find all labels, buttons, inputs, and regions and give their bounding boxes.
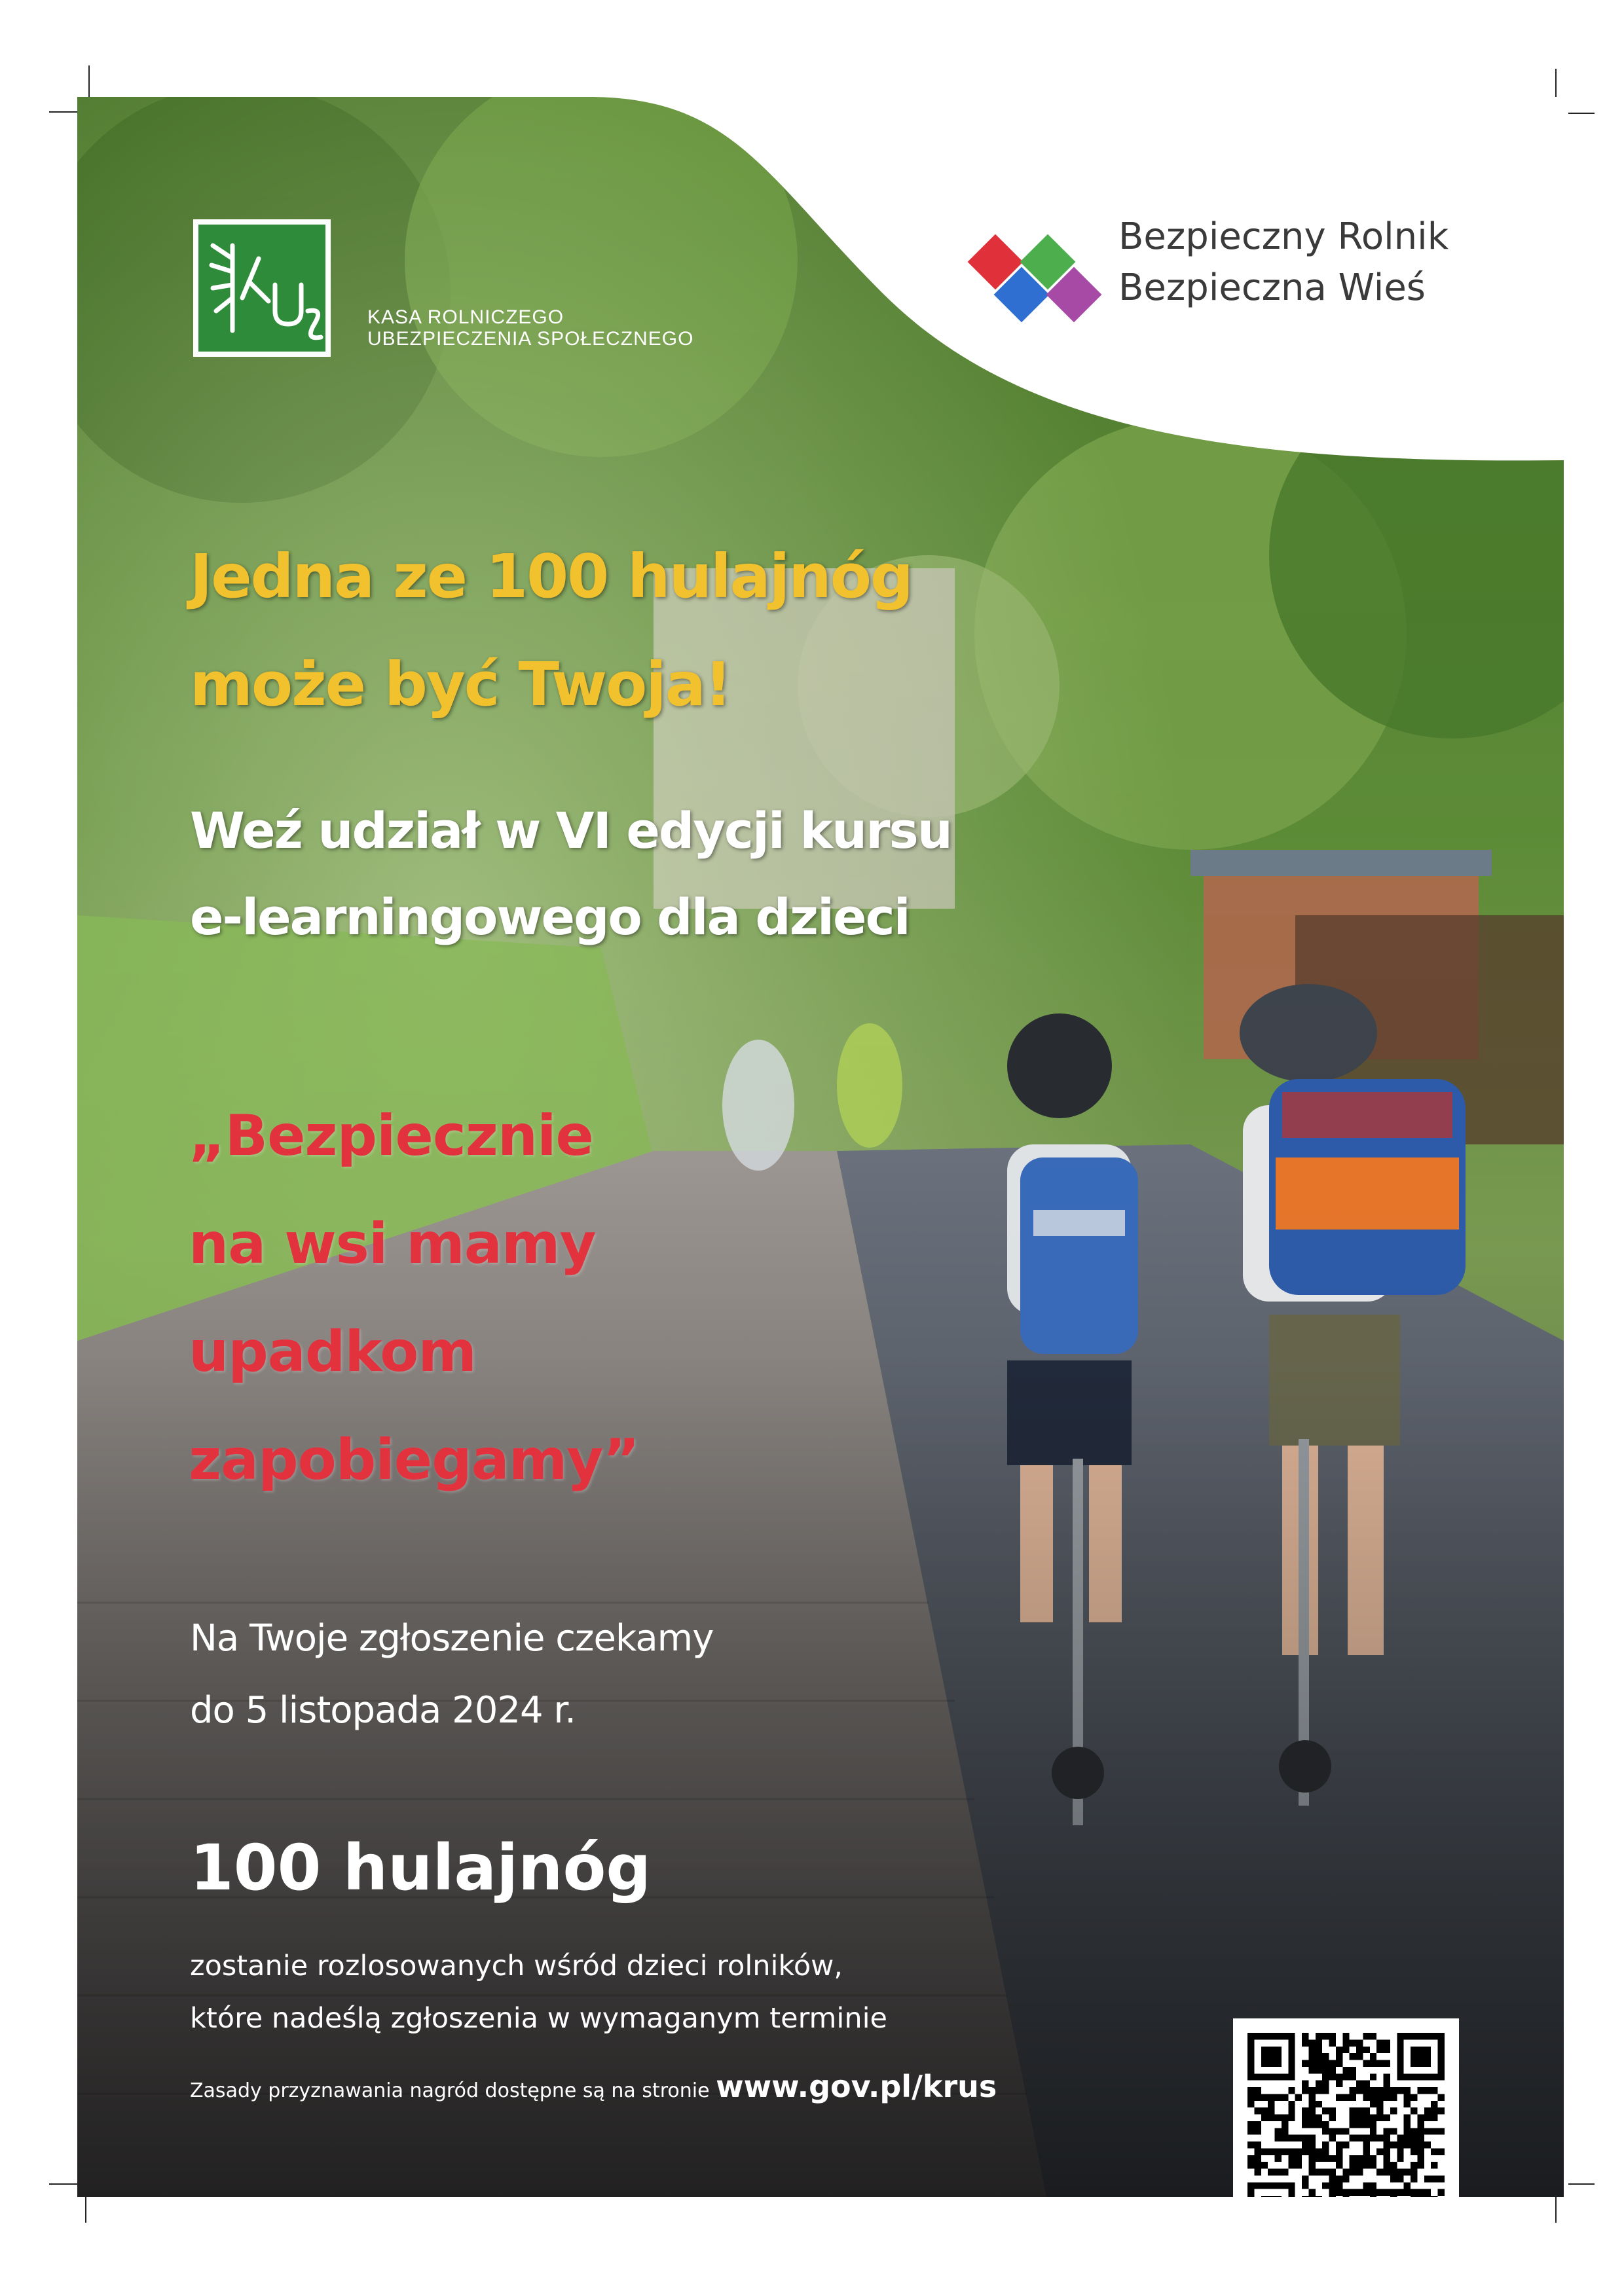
- headline-line1: Jedna ze 100 hulajnóg: [190, 541, 912, 611]
- organization-name-line2: UBEZPIECZENIA SPOŁECZNEGO: [367, 328, 694, 350]
- subheadline-line1: Weź udział w VI edycji kursu: [190, 801, 951, 860]
- headline-line2: może być Twoja!: [190, 649, 731, 720]
- campaign-name-line2: Bezpieczna Wieś: [1118, 266, 1426, 309]
- crop-mark: [1568, 113, 1595, 114]
- crop-mark: [1568, 2183, 1595, 2185]
- deadline-line1: Na Twoje zgłoszenie czekamy: [190, 1617, 714, 1660]
- course-title-line4: zapobiegamy”: [189, 1427, 639, 1493]
- crop-mark: [49, 111, 79, 113]
- prize-line2: które nadeślą zgłoszenia w wymaganym terminie: [190, 2002, 888, 2035]
- course-title-line1: „Bezpiecznie: [189, 1103, 593, 1169]
- diamonds-logo-icon: [961, 215, 1118, 333]
- prize-description: [190, 1940, 887, 2045]
- organization-name-line1: KASA ROLNICZEGO: [367, 306, 564, 328]
- deadline: [190, 1603, 713, 1747]
- rules-text: Zasady przyznawania nagród dostępne są na stronie: [190, 2079, 710, 2102]
- course-title-line2: na wsi mamy: [189, 1211, 596, 1277]
- rules-url-link[interactable]: www.gov.pl/krus: [716, 2069, 997, 2104]
- subheadline: [190, 788, 951, 960]
- crop-mark: [1555, 2196, 1557, 2223]
- subheadline-line2: e-learningowego dla dzieci: [190, 888, 910, 946]
- prize-line1: zostanie rozlosowanych wśród dzieci rolników,: [190, 1950, 843, 1982]
- crop-mark: [49, 2183, 79, 2185]
- rules-note: [190, 2069, 997, 2104]
- campaign-name: [1118, 211, 1449, 314]
- course-title-line3: upadkom: [189, 1319, 476, 1385]
- course-title: [189, 1082, 639, 1514]
- prize-headline: 100 hulajnóg: [190, 1831, 652, 1904]
- poster: [77, 97, 1564, 2197]
- organization-name: [367, 306, 693, 350]
- deadline-line2: do 5 listopada 2024 r.: [190, 1689, 576, 1732]
- campaign-name-line1: Bezpieczny Rolnik: [1118, 215, 1449, 258]
- headline: [190, 522, 912, 738]
- krus-logo-icon: [193, 219, 331, 357]
- qr-code-icon[interactable]: [1233, 2018, 1459, 2197]
- crop-mark: [88, 65, 90, 101]
- crop-mark: [85, 2196, 86, 2223]
